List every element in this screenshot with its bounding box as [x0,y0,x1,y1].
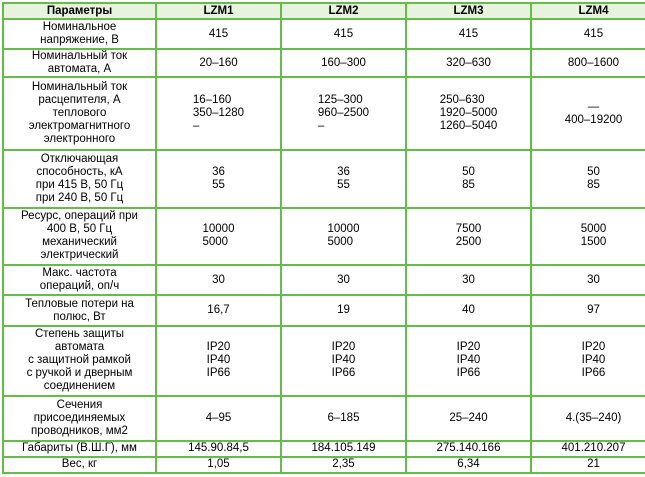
value-text: 415 [333,27,354,40]
param-label: Габариты (В.Ш.Г), мм [22,442,137,455]
value-text: 4–95 [205,411,232,424]
value-group [321,57,366,70]
value-cell-lzm4 [532,209,645,265]
value-text: 1920–5000 [439,107,498,120]
value-text: 50 [462,165,475,178]
value-group [459,28,478,41]
value-group [437,442,501,455]
param-label: Тепловые потери на [25,297,134,310]
value-cell-lzm4 [532,50,645,76]
value-cell-lzm1 [157,296,280,324]
value-text: 19 [337,304,350,316]
value-group [207,304,229,317]
param-label: при 240 В, 50 Гц [35,191,124,204]
value-text: 275.140.166 [436,442,501,455]
value-cell-lzm3 [407,151,530,207]
value-text: 415 [458,27,479,40]
value-text: 350–1280 [192,107,245,120]
param-label: полюс, Вт [53,310,106,323]
param-label: операций, оп/ч [39,280,120,293]
value-cell-lzm4 [532,442,645,456]
value-cell-lzm2 [282,20,405,48]
param-cell [4,209,155,265]
param-label: электромагнитного [28,120,131,133]
value-cell-lzm4 [532,296,645,324]
param-cell [4,266,155,294]
value-text: 1,05 [207,458,230,471]
param-label: Ресурс, операций при [21,210,138,223]
value-text: 250–630 [439,94,485,107]
value-cell-lzm4 [532,266,645,294]
value-text: IP20 [581,341,606,354]
value-text: 20–160 [199,56,238,69]
value-text: 16–160 [192,94,232,107]
value-cell-lzm2 [282,397,405,439]
value-cell-lzm3 [407,397,530,439]
value-group [328,412,360,425]
value-text: 800–1600 [567,56,620,69]
value-text: 401.210.207 [561,442,626,455]
param-label: проводников, мм2 [31,424,128,437]
value-cell-lzm3 [407,458,530,472]
value-group [584,28,603,41]
value-cell-lzm1 [157,151,280,207]
header-model-lzm4: LZM4 [532,4,645,18]
value-group [568,57,619,70]
value-group [328,223,360,249]
param-label: способность, кА [36,165,123,178]
header-model-lzm1: LZM1 [157,4,280,18]
value-group [318,94,369,133]
value-text: 85 [462,178,475,191]
value-cell-lzm1 [157,50,280,76]
value-group [212,274,225,287]
value-text: 125–300 [317,94,363,107]
value-cell-lzm3 [407,50,530,76]
row-dimensions [4,442,645,456]
param-label: расцепителя, А [38,94,121,107]
param-label: Сечения [56,398,103,411]
value-group [582,341,606,380]
value-text: 1500 [580,236,607,249]
value-text: IP40 [331,354,356,367]
row-protection-degree [4,327,645,396]
value-group [206,412,232,425]
value-text: IP20 [206,341,231,354]
value-text: 400–19200 [564,113,623,126]
value-group [193,94,244,133]
value-group [312,442,376,455]
param-cell [4,327,155,396]
value-group [565,101,623,127]
param-cell [4,20,155,48]
value-text: 2500 [455,236,482,249]
value-text: 40 [462,304,475,316]
value-group [212,166,225,192]
value-group [199,57,237,70]
param-label: Номинальный ток [31,81,128,94]
value-text: 55 [212,178,225,191]
value-group [337,304,350,317]
value-text: 6,34 [457,458,480,471]
value-group [587,458,600,471]
value-cell-lzm2 [282,458,405,472]
value-cell-lzm2 [282,209,405,265]
value-cell-lzm1 [157,266,280,294]
value-cell-lzm3 [407,78,530,149]
value-group [587,274,600,287]
param-label: электрический [40,249,119,262]
value-group [332,458,354,471]
row-voltage [4,20,645,48]
param-label: напряжение, В [40,34,119,47]
header-model-lzm3: LZM3 [407,4,530,18]
value-text: IP66 [456,367,481,380]
value-cell-lzm4 [532,151,645,207]
value-group [446,57,491,70]
value-cell-lzm2 [282,266,405,294]
spec-table-container [2,2,643,474]
value-text: 85 [587,178,600,191]
param-label: Макс. частота [42,267,117,280]
value-group [337,166,350,192]
spec-table [2,2,645,474]
row-weight [4,458,645,472]
value-group [457,458,479,471]
value-group [207,341,231,380]
row-rated-current [4,50,645,76]
row-breaking-capacity [4,151,645,207]
value-text: – [192,120,200,133]
value-cell-lzm1 [157,209,280,265]
value-cell-lzm2 [282,296,405,324]
value-cell-lzm1 [157,327,280,396]
row-heat-loss [4,296,645,324]
value-group [462,304,475,317]
value-text: 1260–5040 [439,120,498,133]
param-label: при 415 В, 50 Гц [35,178,124,191]
param-label: Отключающая [40,152,119,165]
value-group [203,223,235,249]
value-cell-lzm2 [282,442,405,456]
value-cell-lzm4 [532,20,645,48]
value-group [337,274,350,287]
value-cell-lzm2 [282,50,405,76]
value-text: 320–630 [446,56,491,69]
value-text: 960–2500 [317,107,370,120]
value-text: 145.90.84,5 [188,442,249,455]
value-group [456,223,482,249]
value-group [587,166,600,192]
value-cell-lzm2 [282,78,405,149]
param-label: присоединяемых [33,411,126,424]
value-group [462,274,475,287]
value-text: – [317,120,325,133]
value-cell-lzm3 [407,327,530,396]
row-max-frequency [4,266,645,294]
value-text: 415 [208,27,229,40]
value-group [209,28,228,41]
value-text: 5000 [202,236,229,249]
value-cell-lzm4 [532,78,645,149]
param-label: Номинальное [42,21,117,34]
param-label: соединением [43,380,116,393]
value-text: 5000 [580,223,607,236]
header-params: Параметры [4,4,155,18]
value-text: 16,7 [207,304,230,316]
value-cell-lzm4 [532,327,645,396]
value-cell-lzm3 [407,20,530,48]
value-cell-lzm4 [532,458,645,472]
value-text: IP40 [206,354,231,367]
value-cell-lzm4 [532,397,645,439]
param-label: автомата [54,341,105,354]
value-cell-lzm1 [157,397,280,439]
value-cell-lzm3 [407,442,530,456]
value-cell-lzm3 [407,266,530,294]
value-text: 30 [587,273,600,286]
value-text: IP66 [206,367,231,380]
param-cell [4,78,155,149]
value-text: 2,35 [332,458,355,471]
value-text: 36 [337,165,350,178]
param-label: Степень защиты [34,328,125,341]
param-label: 400 В, 50 Гц [46,223,113,236]
param-cell [4,442,155,456]
param-label: автомата, А [47,63,112,76]
value-text: IP66 [581,367,606,380]
value-group [457,341,481,380]
header-model-lzm2: LZM2 [282,4,405,18]
value-group [440,94,498,133]
value-text: 36 [212,165,225,178]
value-cell-lzm1 [157,20,280,48]
value-text: 6–185 [327,411,360,424]
value-text: 21 [587,458,600,471]
row-release-current [4,78,645,149]
param-label: с ручкой и дверным [26,367,133,380]
value-cell-lzm2 [282,327,405,396]
value-text: 30 [337,273,350,286]
value-text: 415 [583,27,604,40]
value-text: 184.105.149 [311,442,376,455]
value-cell-lzm1 [157,78,280,149]
value-cell-lzm3 [407,296,530,324]
value-text: IP40 [581,354,606,367]
row-conductor-section [4,397,645,439]
value-group [587,304,600,317]
value-group [581,223,607,249]
value-cell-lzm1 [157,442,280,456]
value-text: IP20 [331,341,356,354]
value-text: — [587,100,600,113]
param-cell [4,151,155,207]
value-group [566,412,622,425]
param-label: Вес, кг [61,458,98,471]
value-text: 160–300 [321,56,366,69]
value-text: 7500 [455,223,482,236]
row-endurance [4,209,645,265]
value-group [207,458,229,471]
value-text: 55 [337,178,350,191]
param-label: механический [42,236,117,249]
value-text: 30 [462,273,475,286]
value-group [334,28,353,41]
param-cell [4,397,155,439]
value-group [332,341,356,380]
param-label: электронного [43,133,116,146]
value-text: 4.(35–240) [565,411,622,424]
value-text: 50 [587,165,600,178]
value-cell-lzm1 [157,458,280,472]
param-cell [4,458,155,472]
param-label: с защитной рамкой [28,354,131,367]
param-cell [4,296,155,324]
value-cell-lzm2 [282,151,405,207]
value-group [449,412,487,425]
value-text: 10000 [327,223,360,236]
value-group [462,166,475,192]
value-text: 25–240 [449,411,488,424]
value-cell-lzm3 [407,209,530,265]
value-text: IP20 [456,341,481,354]
param-label: Номинальный ток [31,50,128,63]
value-group [562,442,626,455]
value-text: 10000 [202,223,235,236]
param-label: теплового [52,107,107,120]
value-group [188,442,249,455]
value-text: 30 [212,273,225,286]
value-text: 97 [587,304,600,316]
value-text: IP66 [331,367,356,380]
value-text: 5000 [327,236,354,249]
header-row [4,4,645,18]
param-cell [4,50,155,76]
value-text: IP40 [456,354,481,367]
